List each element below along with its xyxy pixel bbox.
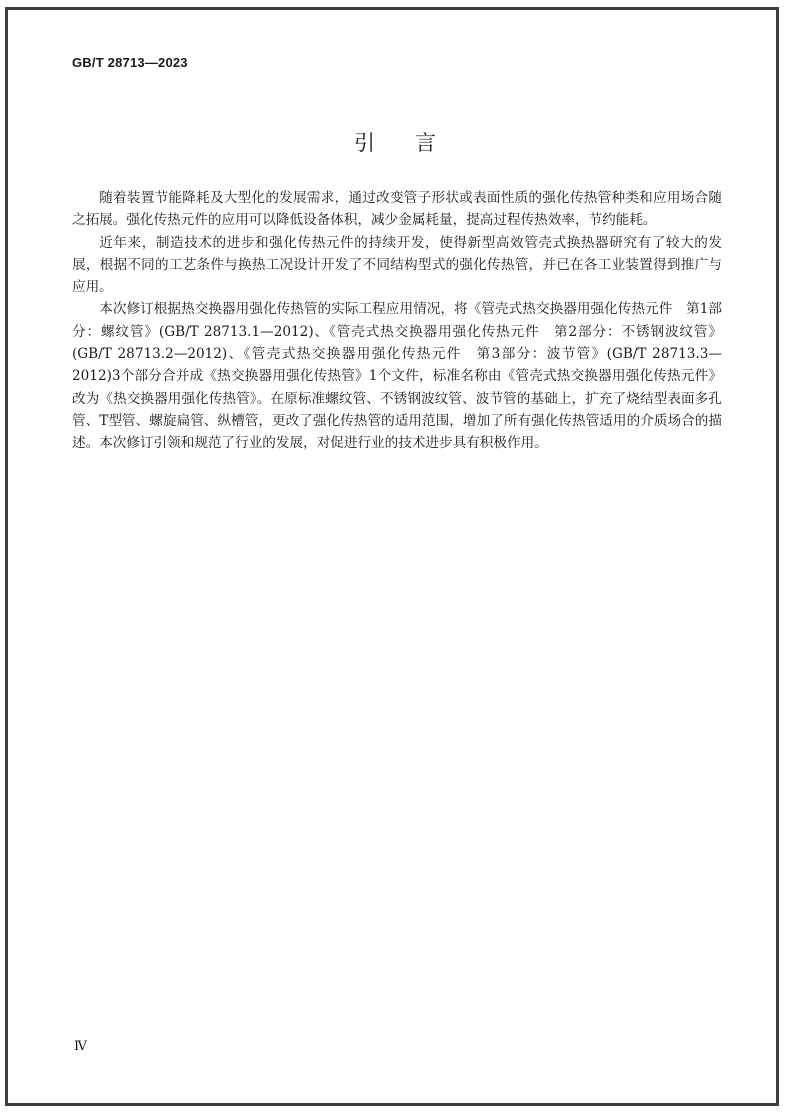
standard-number: GB/T 28713—2023 (72, 55, 188, 70)
title-char-2: 言 (415, 131, 436, 155)
page-title (0, 127, 790, 157)
introduction-body (72, 187, 722, 455)
paragraph-1: 随着装置节能降耗及大型化的发展需求，通过改变管子形状或表面性质的强化传热管种类和应用场合随之拓展。强化传热元件的应用可以降低设备体积，减少金属耗量，提高过程传热效率，节约能耗。 (72, 190, 722, 229)
page-border (5, 7, 779, 1106)
page-number: Ⅳ (74, 1039, 87, 1054)
paragraph-3: 本次修订根据热交换器用强化传热管的实际工程应用情况，将《管壳式热交换器用强化传热元件 第1部分：螺纹管》(GB/T 28713.1—2012)、《管壳式热交换器用强化传热元件 第2部分：不锈钢波纹管》(GB/T 28713.2—2012)、《管壳式热交换器用强化传热元件 第3部分：波节管》(GB/T 28713.3—2012)3个部分合并成《热交换器用强化传热管》1个文件，标准名称由《管壳式热交换器用强化传热元件》改为《热交换器用强化传热管》。在原标准螺纹管、不锈钢波纹管、波节管的基础上，扩充了烧结型表面多孔管、T型管、螺旋扁管、纵槽管，更改了强化传热管的适用范围，增加了所有强化传热管适用的介质场合的描述。本次修订引领和规范了行业的发展，对促进行业的技术进步具有积极作用。 (72, 301, 722, 452)
title-char-1: 引 (354, 131, 375, 155)
paragraph-2: 近年来，制造技术的进步和强化传热元件的持续开发，使得新型高效管壳式换热器研究有了较大的发展，根据不同的工艺条件与换热工况设计开发了不同结构型式的强化传热管，并已在各工业装置得到推广与应用。 (72, 234, 722, 296)
